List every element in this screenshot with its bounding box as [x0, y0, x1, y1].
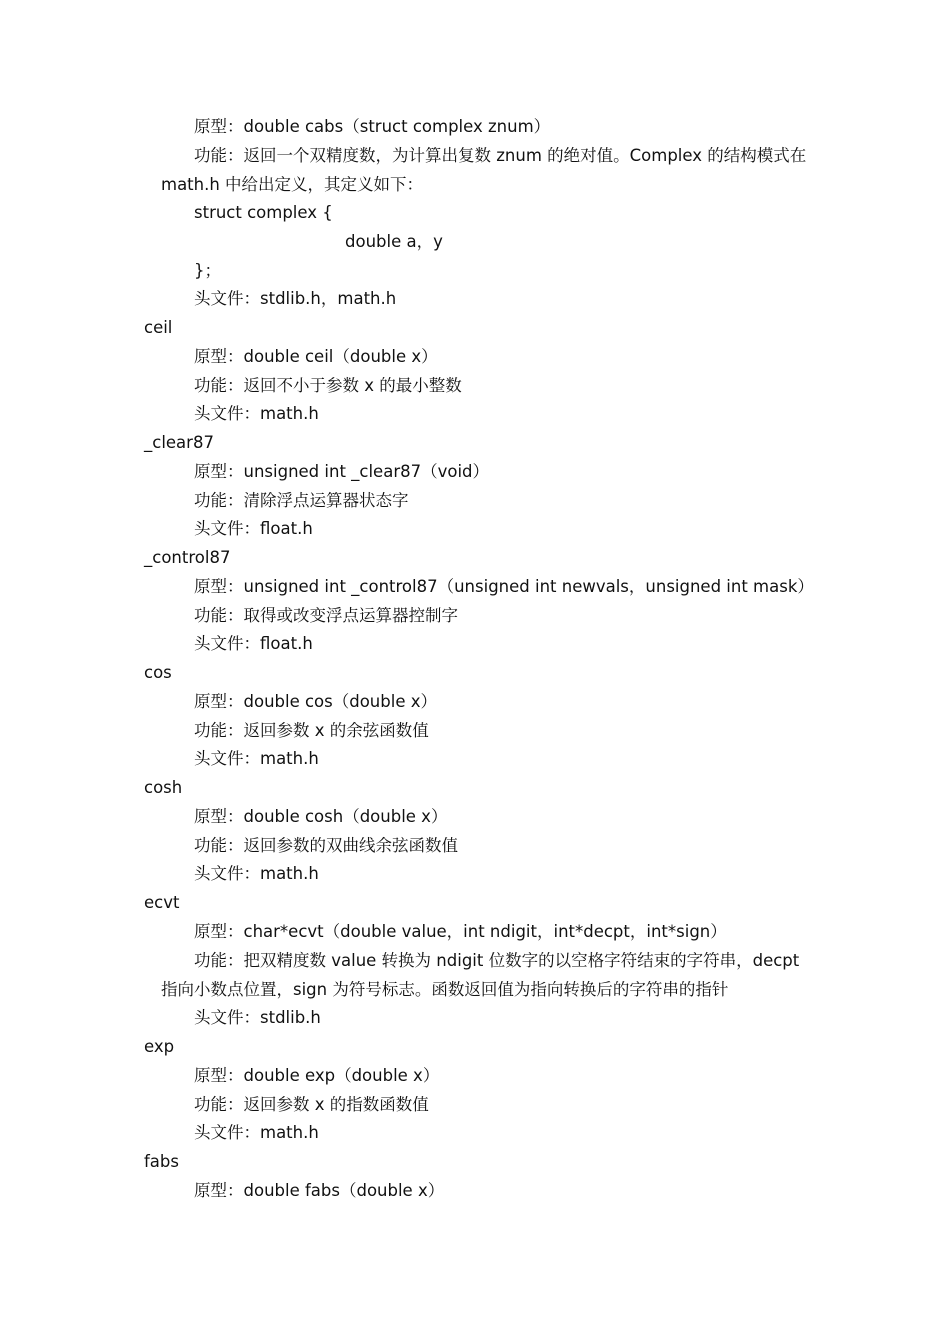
cosh-description: 功能：返回参数的双曲线余弦函数值 [194, 836, 458, 855]
clear87-description: 功能：清除浮点运算器状态字 [194, 491, 409, 510]
cos-header-file: 头文件：math.h [194, 749, 319, 768]
control87-prototype: 原型：unsigned int _control87（unsigned int newvals，unsigned int mask） [194, 577, 814, 596]
cabs-prototype: 原型：double cabs（struct complex znum） [194, 117, 551, 136]
ceil-description: 功能：返回不小于参数 x 的最小整数 [194, 376, 462, 395]
clear87-header-file: 头文件：float.h [194, 519, 313, 538]
ecvt-prototype: 原型：char*ecvt（double value，int ndigit，int*decpt，int*sign） [194, 922, 727, 941]
cabs-header-file: 头文件：stdlib.h，math.h [194, 289, 397, 308]
ecvt-description-continued: 指向小数点位置，sign 为符号标志。函数返回值为指向转换后的字符串的指针 [161, 980, 729, 999]
ceil-header-file: 头文件：math.h [194, 404, 319, 423]
cabs-description: 功能：返回一个双精度数，为计算出复数 znum 的绝对值。Complex 的结构模式在 [194, 146, 807, 165]
struct-complex-open: struct complex { [194, 203, 333, 222]
cabs-description-continued: math.h 中给出定义，其定义如下： [161, 175, 424, 194]
function-name-clear87: _clear87 [144, 433, 214, 452]
ecvt-header-file: 头文件：stdlib.h [194, 1008, 321, 1027]
exp-header-file: 头文件：math.h [194, 1123, 319, 1142]
clear87-prototype: 原型：unsigned int _clear87（void） [194, 462, 490, 481]
function-name-fabs: fabs [144, 1152, 179, 1171]
control87-description: 功能：取得或改变浮点运算器控制字 [194, 606, 458, 625]
exp-prototype: 原型：double exp（double x） [194, 1066, 440, 1085]
exp-description: 功能：返回参数 x 的指数函数值 [194, 1095, 429, 1114]
ecvt-description: 功能：把双精度数 value 转换为 ndigit 位数字的以空格字符结束的字符串，decpt [194, 951, 800, 970]
function-name-ceil: ceil [144, 318, 173, 337]
fabs-prototype: 原型：double fabs（double x） [194, 1181, 445, 1200]
cos-prototype: 原型：double cos（double x） [194, 692, 437, 711]
function-name-ecvt: ecvt [144, 893, 180, 912]
cosh-header-file: 头文件：math.h [194, 864, 319, 883]
function-name-exp: exp [144, 1037, 175, 1056]
function-name-cos: cos [144, 663, 172, 682]
cosh-prototype: 原型：double cosh（double x） [194, 807, 448, 826]
ceil-prototype: 原型：double ceil（double x） [194, 347, 438, 366]
control87-header-file: 头文件：float.h [194, 634, 313, 653]
struct-complex-member: double a，y [345, 232, 443, 251]
function-name-control87: _control87 [144, 548, 231, 567]
struct-complex-close: }； [194, 261, 221, 280]
function-name-cosh: cosh [144, 778, 183, 797]
cos-description: 功能：返回参数 x 的余弦函数值 [194, 721, 429, 740]
